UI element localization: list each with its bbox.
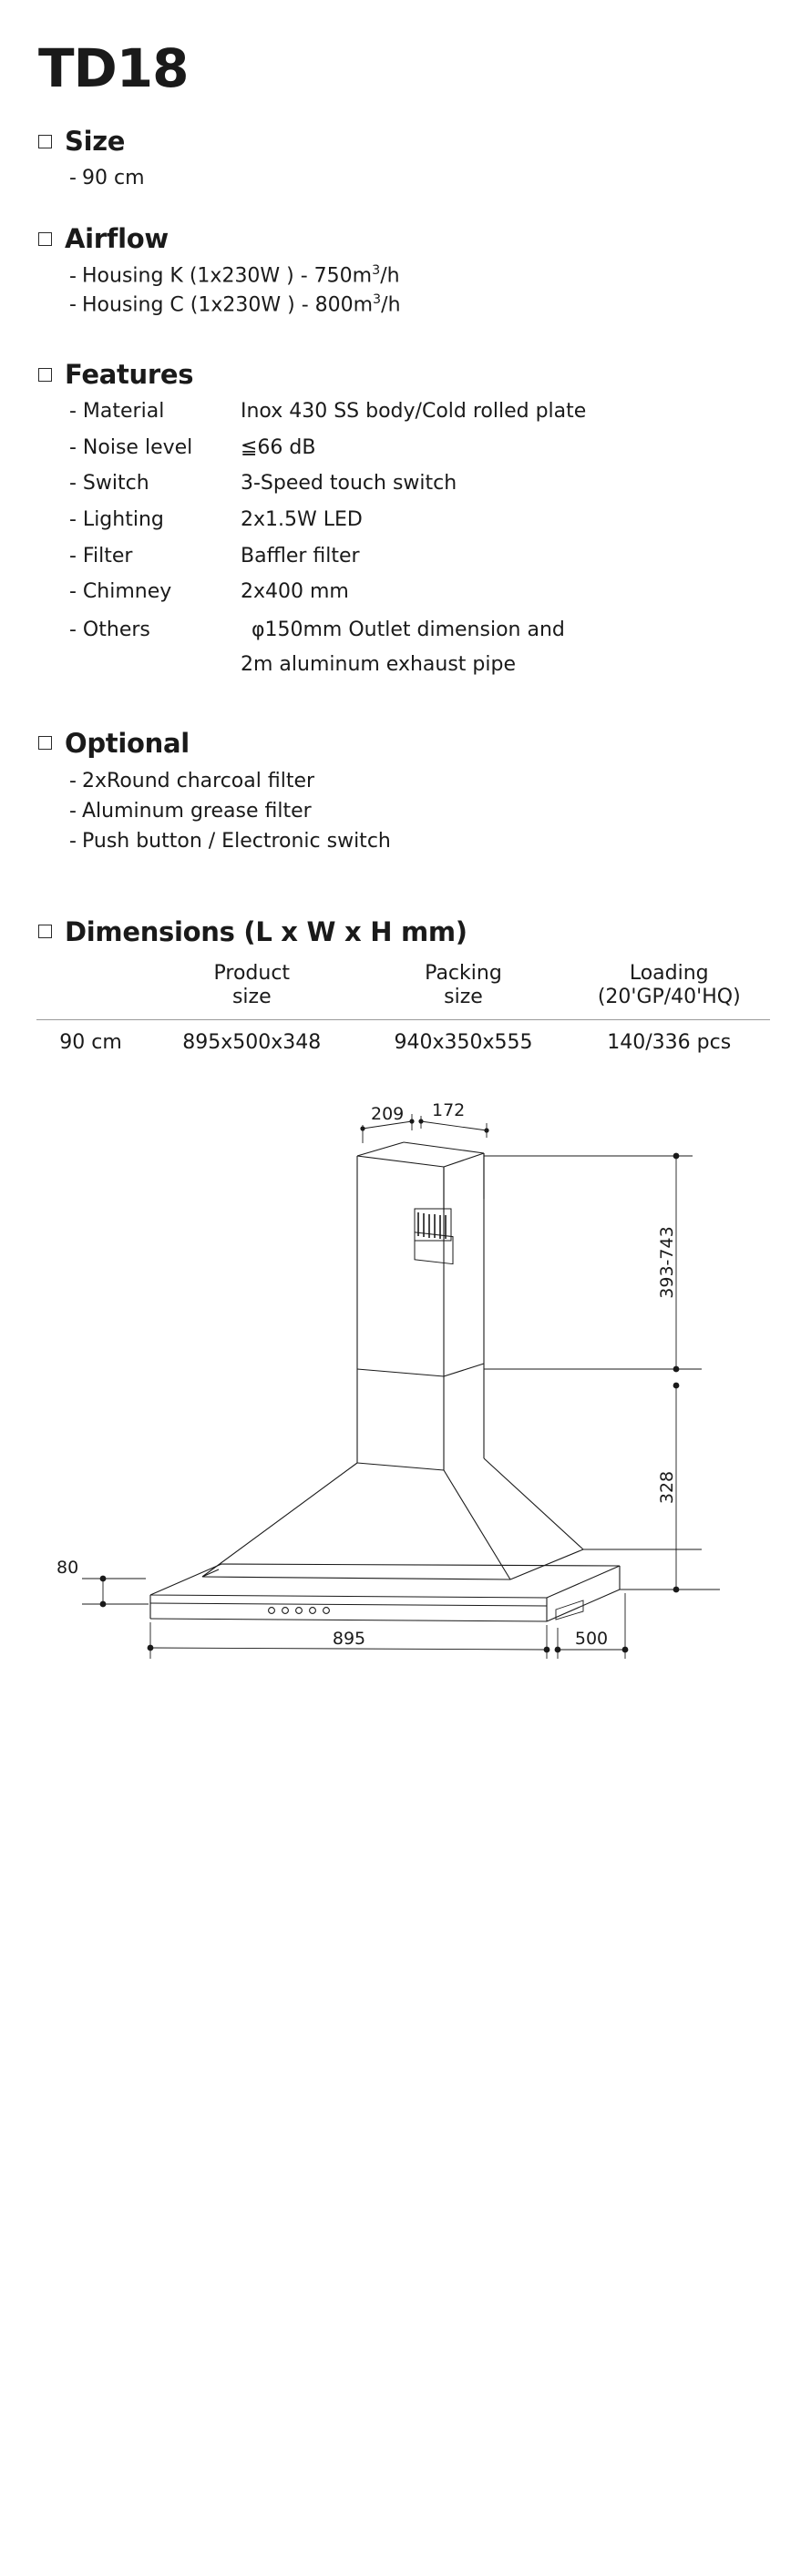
feature-value: 3-Speed touch switch [241, 472, 457, 496]
drawing-label-bottom-depth: 500 [574, 1628, 609, 1649]
dimensions-cell-loading: 140/336 pcs [607, 1030, 732, 1054]
section-optional-header [36, 728, 765, 759]
section-size-header [36, 126, 765, 157]
dimensions-col-blank [36, 960, 145, 1019]
col-packing-line1: Packing [425, 961, 502, 985]
size-item-label: 90 cm [82, 167, 145, 189]
section-features-title: Features [65, 359, 194, 391]
optional-item-label: Push button / Electronic switch [82, 829, 391, 853]
feature-row [69, 506, 765, 536]
feature-row [69, 434, 765, 464]
feature-row [69, 397, 765, 427]
optional-list [36, 766, 765, 856]
size-item: - 90 cm [69, 167, 145, 189]
feature-key: - Noise level [69, 435, 193, 459]
optional-item-label: Aluminum grease filter [82, 799, 312, 823]
feature-row [69, 469, 765, 499]
square-bullet-icon [38, 925, 52, 938]
feature-key: - Chimney [69, 580, 172, 604]
dimensions-col-product [145, 960, 358, 1019]
drawing-label-left: 80 [56, 1557, 79, 1578]
dimensions-cell-product: 895x500x348 [182, 1030, 322, 1054]
section-dimensions-header [36, 916, 765, 947]
feature-value-line1: φ150mm Outlet dimension and [252, 618, 565, 641]
section-airflow-title: Airflow [65, 223, 169, 255]
drawing-label-right-lower: 328 [657, 1470, 677, 1504]
feature-row [69, 542, 765, 572]
feature-value: ≦66 dB [241, 435, 316, 459]
col-product-line2: size [231, 986, 272, 1009]
section-airflow-header [36, 223, 765, 254]
airflow-suffix: /h [381, 293, 401, 317]
feature-value: 2x1.5W LED [241, 508, 363, 531]
airflow-suffix: /h [380, 264, 400, 288]
section-features-header [36, 359, 765, 390]
list-item: - 2xRound charcoal filter [69, 769, 315, 792]
col-product-line1: Product [213, 961, 291, 985]
feature-key: - Material [69, 400, 165, 424]
col-packing-line2: size [444, 986, 483, 1009]
section-features [36, 359, 765, 680]
square-bullet-icon [38, 232, 52, 246]
feature-value-multiline [241, 616, 765, 680]
feature-value: 2x400 mm [241, 580, 349, 604]
feature-value-line2: 2m aluminum exhaust pipe [241, 653, 517, 677]
drawing-label-top-right: 172 [432, 1099, 466, 1120]
airflow-item: - Housing C (1x230W ) - $800m^3/h$ [69, 291, 401, 317]
feature-key: - Lighting [69, 508, 164, 531]
col-loading-line1: Loading [629, 961, 709, 985]
airflow-sup: 3 [372, 263, 381, 279]
drawing-label-top-left: 209 [371, 1103, 405, 1124]
section-optional [36, 728, 765, 856]
feature-key: - Others [69, 618, 150, 641]
feature-value: Inox 430 SS body/Cold rolled plate [241, 400, 587, 424]
features-table [36, 397, 765, 680]
section-dimensions [36, 916, 765, 1059]
drawing-label-right-upper: 393-743 [657, 1225, 677, 1299]
table-row [36, 1019, 770, 1059]
list-item: - Push button / Electronic switch [69, 829, 391, 853]
dimensions-table [36, 960, 770, 1059]
square-bullet-icon [38, 736, 52, 750]
airflow-sup: 3 [373, 291, 382, 307]
feature-key: - Filter [69, 544, 133, 567]
airflow-item-label: Housing K (1x230W ) - 750m [82, 264, 373, 288]
dimensions-col-packing [359, 960, 569, 1019]
dimensions-cell-size: 90 cm [59, 1030, 122, 1054]
dimensions-col-loading [568, 960, 770, 1019]
airflow-item-label: Housing C (1x230W ) - 800m [82, 293, 374, 317]
feature-row [69, 616, 765, 680]
datasheet-page [0, 37, 801, 2576]
optional-item-label: 2xRound charcoal filter [82, 769, 315, 792]
list-item: - Aluminum grease filter [69, 799, 312, 823]
square-bullet-icon [38, 368, 52, 382]
technical-drawing [0, 1099, 801, 1668]
section-size-title: Size [65, 126, 126, 157]
feature-value: Baffler filter [241, 544, 360, 567]
drawing-label-bottom-width: 895 [332, 1628, 366, 1649]
dimensions-cell-packing: 940x350x555 [394, 1030, 533, 1054]
square-bullet-icon [38, 135, 52, 148]
section-optional-title: Optional [65, 727, 190, 759]
feature-key: - Switch [69, 472, 149, 496]
col-loading-line2: (20'GP/40'HQ) [597, 986, 741, 1009]
section-dimensions-title: Dimensions (L x W x H mm) [65, 915, 467, 947]
airflow-item: - Housing K (1x230W ) - $750m^3/h$ [69, 263, 400, 288]
section-airflow [36, 223, 765, 319]
feature-row [69, 578, 765, 608]
page-title: TD18 [38, 37, 189, 99]
section-size [36, 126, 765, 192]
